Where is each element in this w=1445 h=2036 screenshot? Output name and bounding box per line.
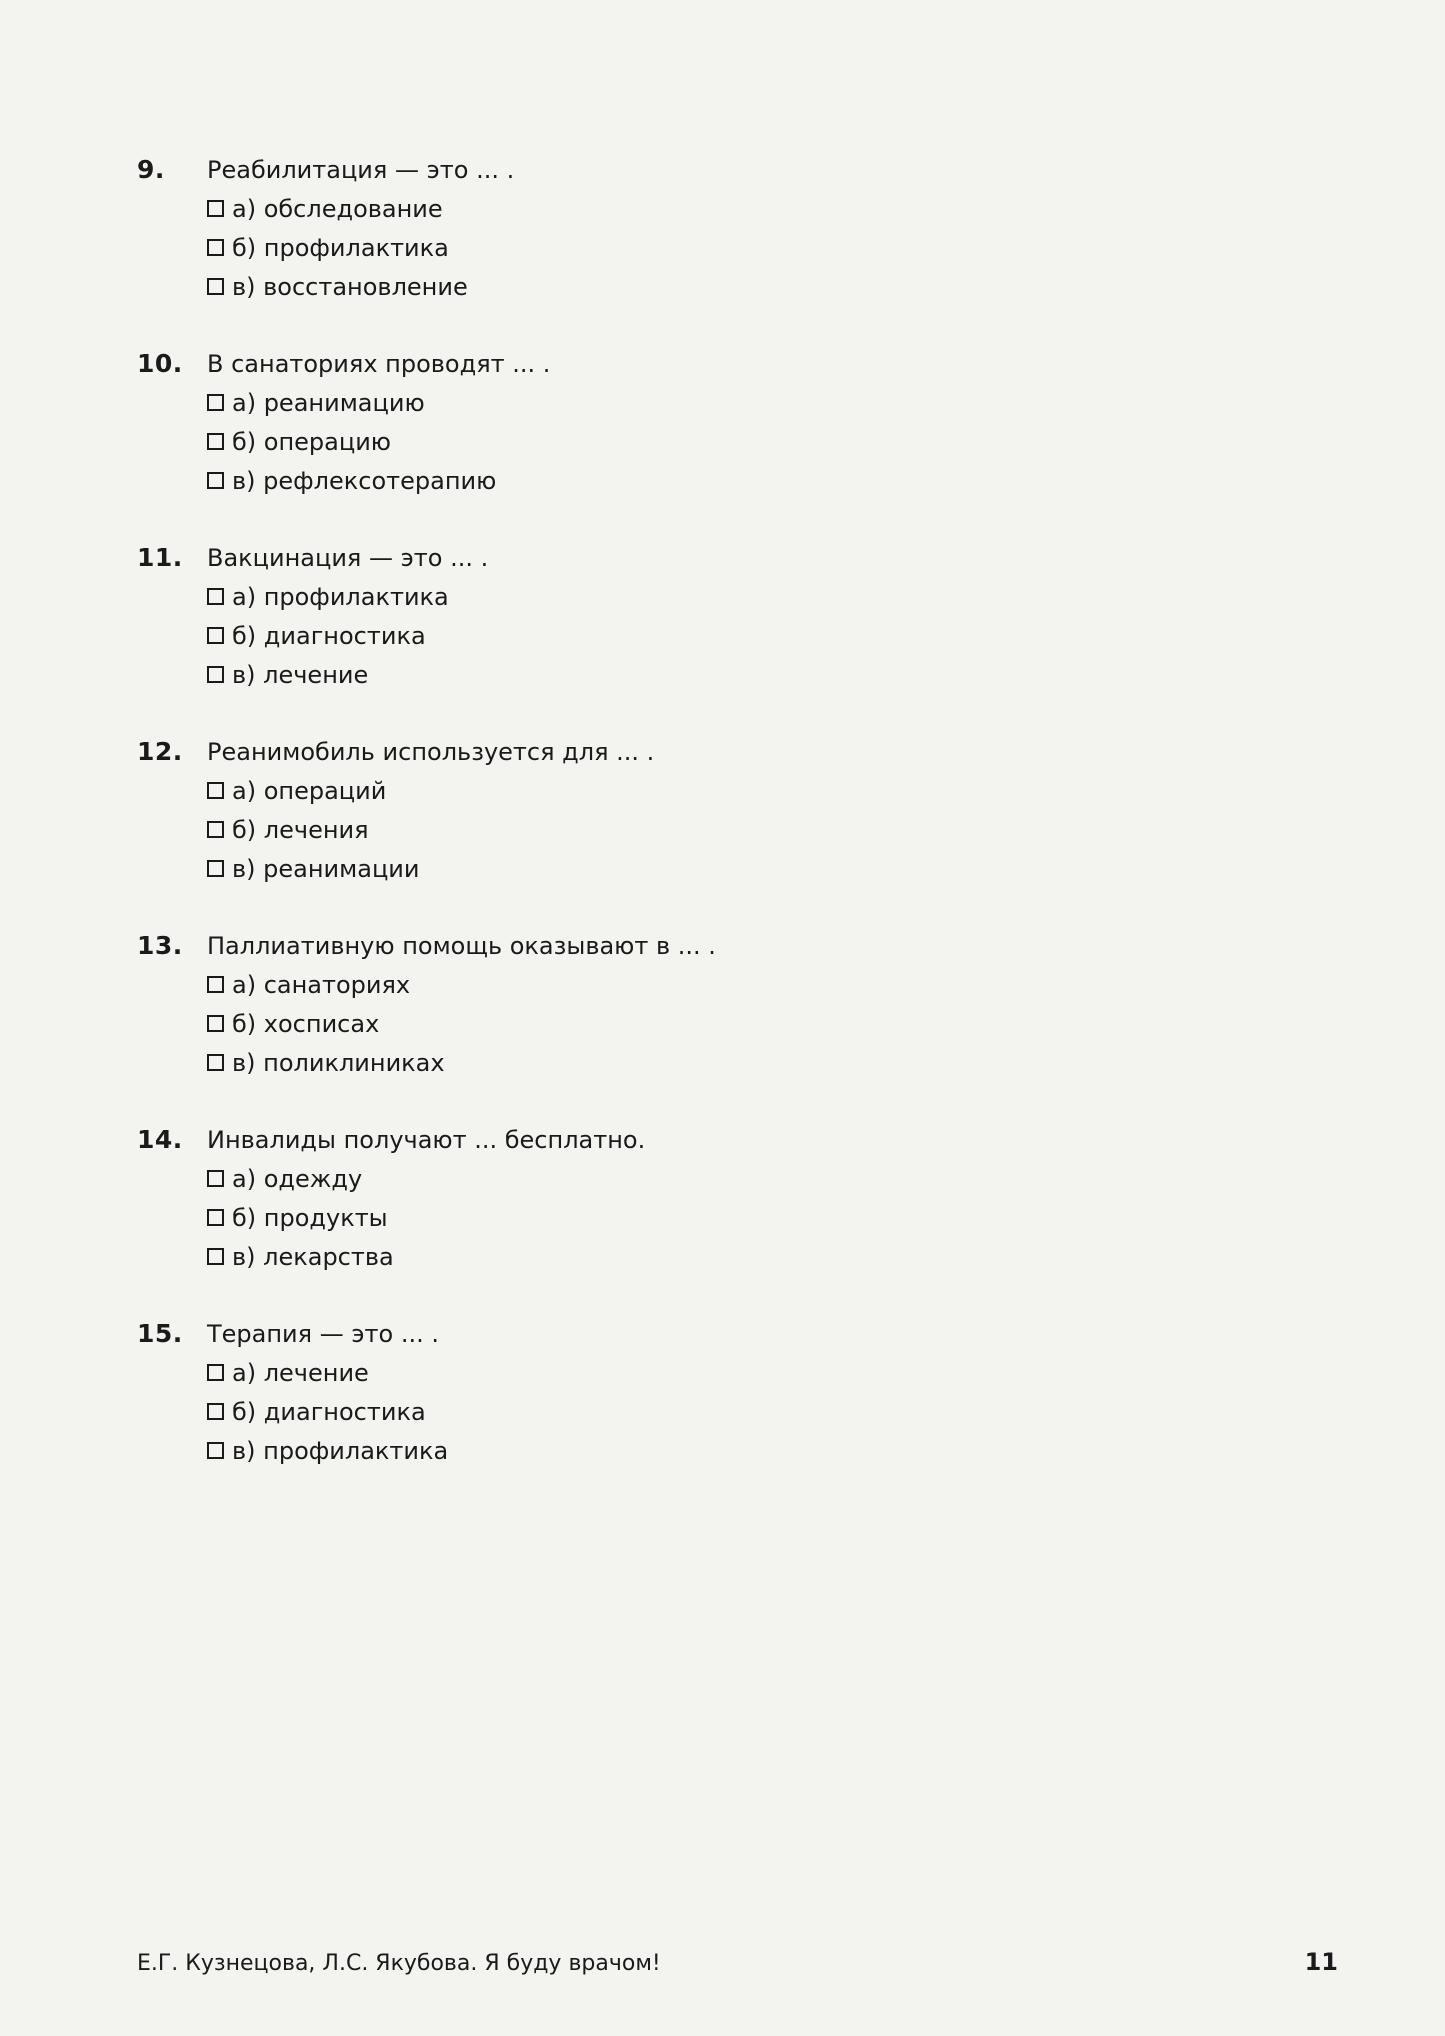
question-text: Инвалиды получают ... бесплатно. [207,1126,646,1154]
answer-option-label: а) санаториях [232,970,411,999]
answer-option[interactable] [207,849,1237,888]
answer-options [207,965,1237,1082]
answer-option-label: а) обследование [232,194,443,223]
question-number: 14. [137,1125,183,1154]
checkbox-icon[interactable] [207,278,224,295]
question-header [137,732,1237,771]
answer-option-label: б) диагностика [232,621,426,650]
answer-option[interactable] [207,1392,1237,1431]
answer-option-label: в) лечение [232,660,369,689]
answer-option-label: б) хосписах [232,1009,380,1038]
question-text: Реанимобиль используется для ... . [207,738,655,766]
checkbox-icon[interactable] [207,1403,224,1420]
question-header [137,1120,1237,1159]
answer-option-label: в) реанимации [232,854,420,883]
answer-options [207,1159,1237,1276]
question-number: 15. [137,1319,183,1348]
answer-option[interactable] [207,1353,1237,1392]
question-number: 12. [137,737,183,766]
answer-option[interactable] [207,267,1237,306]
question-text: Реабилитация — это ... . [207,156,515,184]
answer-option[interactable] [207,1198,1237,1237]
checkbox-icon[interactable] [207,472,224,489]
checkbox-icon[interactable] [207,433,224,450]
question-text: Паллиативную помощь оказывают в ... . [207,932,716,960]
answer-option[interactable] [207,965,1237,1004]
answer-options [207,577,1237,694]
question-number: 9. [137,155,165,184]
answer-option-label: а) реанимацию [232,388,425,417]
answer-option[interactable] [207,577,1237,616]
checkbox-icon[interactable] [207,860,224,877]
answer-option-label: в) рефлексотерапию [232,466,497,495]
page-footer [137,1948,1338,1976]
answer-option-label: б) профилактика [232,233,449,262]
answer-option-label: в) лекарства [232,1242,394,1271]
checkbox-icon[interactable] [207,394,224,411]
question-text: Терапия — это ... . [207,1320,439,1348]
question-header [137,150,1237,189]
answer-option[interactable] [207,228,1237,267]
answer-option-label: а) операций [232,776,387,805]
checkbox-icon[interactable] [207,1054,224,1071]
answer-option-label: а) профилактика [232,582,449,611]
question-header [137,538,1237,577]
answer-option[interactable] [207,1004,1237,1043]
answer-option[interactable] [207,461,1237,500]
answer-option[interactable] [207,422,1237,461]
question-block [137,150,1237,344]
answer-option-label: а) лечение [232,1358,369,1387]
checkbox-icon[interactable] [207,1248,224,1265]
checkbox-icon[interactable] [207,821,224,838]
checkbox-icon[interactable] [207,588,224,605]
checkbox-icon[interactable] [207,200,224,217]
question-number: 13. [137,931,183,960]
checkbox-icon[interactable] [207,627,224,644]
answer-option-label: в) поликлиниках [232,1048,445,1077]
answer-option[interactable] [207,616,1237,655]
answer-option-label: б) продукты [232,1203,388,1232]
answer-option[interactable] [207,1431,1237,1470]
answer-option-label: б) лечения [232,815,369,844]
question-block [137,1120,1237,1314]
answer-option[interactable] [207,383,1237,422]
checkbox-icon[interactable] [207,666,224,683]
question-header [137,344,1237,383]
question-block [137,732,1237,926]
answer-option-label: в) восстановление [232,272,468,301]
answer-option-label: б) диагностика [232,1397,426,1426]
footer-book-credit: Е.Г. Кузнецова, Л.С. Якубова. Я буду врачом! [137,1951,661,1976]
checkbox-icon[interactable] [207,782,224,799]
checkbox-icon[interactable] [207,1442,224,1459]
questions-list [137,150,1237,1508]
question-header [137,926,1237,965]
checkbox-icon[interactable] [207,1170,224,1187]
answer-option-label: б) операцию [232,427,392,456]
question-block [137,538,1237,732]
question-text: Вакцинация — это ... . [207,544,489,572]
question-number: 11. [137,543,183,572]
checkbox-icon[interactable] [207,1364,224,1381]
question-block [137,344,1237,538]
question-block [137,926,1237,1120]
answer-option-label: а) одежду [232,1164,363,1193]
answer-option[interactable] [207,655,1237,694]
answer-option-label: в) профилактика [232,1436,449,1465]
question-number: 10. [137,349,183,378]
answer-options [207,1353,1237,1470]
answer-option[interactable] [207,1043,1237,1082]
answer-options [207,189,1237,306]
answer-options [207,771,1237,888]
question-text: В санаториях проводят ... . [207,350,551,378]
answer-option[interactable] [207,771,1237,810]
question-header [137,1314,1237,1353]
answer-option[interactable] [207,189,1237,228]
question-block [137,1314,1237,1508]
checkbox-icon[interactable] [207,1209,224,1226]
answer-option[interactable] [207,810,1237,849]
checkbox-icon[interactable] [207,1015,224,1032]
answer-option[interactable] [207,1237,1237,1276]
checkbox-icon[interactable] [207,976,224,993]
page-number: 11 [1304,1948,1338,1976]
checkbox-icon[interactable] [207,239,224,256]
answer-options [207,383,1237,500]
answer-option[interactable] [207,1159,1237,1198]
